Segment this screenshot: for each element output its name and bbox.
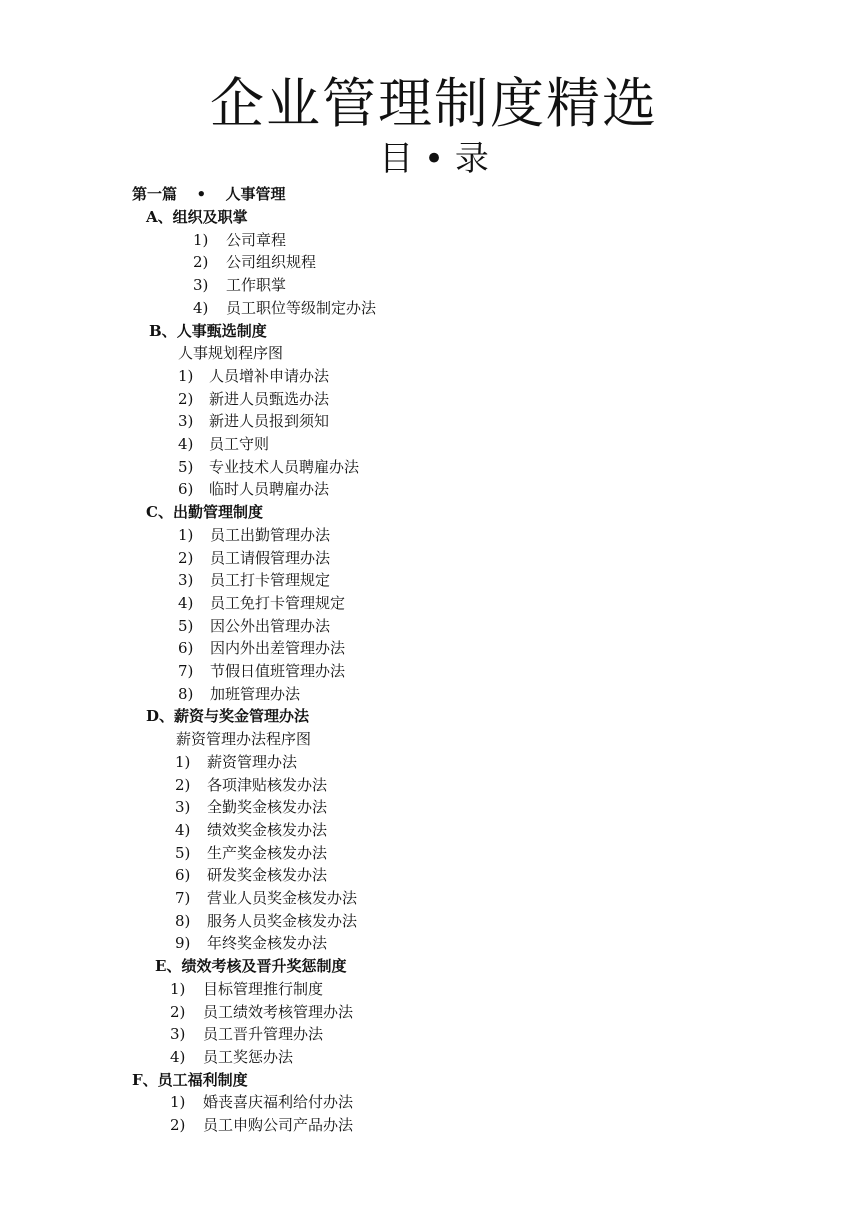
section-heading bbox=[146, 707, 309, 725]
toc-item bbox=[178, 571, 330, 589]
part-label: 第一篇 bbox=[132, 185, 178, 203]
section-note: 人事规划程序图 bbox=[178, 344, 284, 363]
section-letter: E、 bbox=[155, 957, 182, 976]
toc-heading: 目 • 录 bbox=[379, 139, 489, 179]
item-number: 4) bbox=[193, 298, 209, 317]
item-text: 员工申购公司产品办法 bbox=[203, 1116, 354, 1134]
toc-item bbox=[178, 367, 329, 385]
section-title: 绩效考核及晋升奖惩制度 bbox=[181, 957, 347, 976]
section-heading bbox=[132, 1071, 248, 1089]
item-number: 5) bbox=[178, 616, 194, 635]
section-letter: F、 bbox=[132, 1070, 158, 1089]
toc-item bbox=[175, 844, 327, 862]
item-text: 员工请假管理办法 bbox=[210, 548, 331, 567]
item-text: 全勤奖金核发办法 bbox=[207, 798, 328, 817]
item-text: 员工打卡管理规定 bbox=[210, 571, 331, 590]
item-text: 员工奖惩办法 bbox=[203, 1047, 294, 1066]
item-text: 因内外出差管理办法 bbox=[210, 639, 346, 658]
item-number: 6) bbox=[178, 639, 194, 658]
item-text: 加班管理办法 bbox=[210, 684, 301, 703]
item-text: 各项津贴核发办法 bbox=[207, 775, 328, 794]
section-heading bbox=[149, 322, 267, 340]
toc-item bbox=[193, 253, 316, 271]
toc-item bbox=[175, 753, 297, 771]
item-number: 2) bbox=[170, 1116, 186, 1134]
toc-item bbox=[178, 617, 330, 635]
part-bullet: • bbox=[196, 185, 207, 203]
item-number: 2) bbox=[170, 1002, 186, 1021]
item-number: 3) bbox=[178, 412, 194, 431]
section-heading bbox=[146, 503, 263, 521]
toc-item bbox=[170, 1116, 353, 1134]
item-text: 年终奖金核发办法 bbox=[207, 934, 328, 953]
toc-item bbox=[178, 639, 345, 657]
item-number: 9) bbox=[175, 934, 191, 953]
toc-item bbox=[178, 594, 345, 612]
toc-item bbox=[178, 412, 329, 430]
document-title: 企业管理制度精选 bbox=[210, 72, 658, 135]
item-number: 4) bbox=[178, 435, 194, 453]
part-name: 人事管理 bbox=[225, 185, 286, 203]
toc-item bbox=[178, 435, 269, 453]
item-number: 1) bbox=[170, 979, 186, 998]
item-number: 2) bbox=[178, 389, 194, 408]
toc-item bbox=[170, 1048, 293, 1066]
item-text: 绩效奖金核发办法 bbox=[207, 820, 328, 839]
item-text: 研发奖金核发办法 bbox=[207, 866, 328, 885]
item-text: 新进人员甄选办法 bbox=[209, 389, 330, 408]
item-text: 节假日值班管理办法 bbox=[210, 662, 346, 680]
item-number: 3) bbox=[175, 798, 191, 817]
toc-item bbox=[193, 299, 376, 317]
item-number: 2) bbox=[193, 253, 209, 272]
toc-item bbox=[170, 1093, 353, 1111]
toc-item bbox=[170, 980, 323, 998]
toc-item bbox=[175, 934, 327, 952]
item-text: 公司章程 bbox=[226, 230, 287, 249]
section-heading bbox=[155, 957, 346, 975]
toc-item bbox=[175, 821, 327, 839]
item-text: 员工免打卡管理规定 bbox=[210, 593, 346, 612]
item-number: 4) bbox=[170, 1047, 186, 1066]
item-number: 1) bbox=[170, 1093, 186, 1112]
toc-item bbox=[175, 866, 327, 884]
item-number: 3) bbox=[193, 276, 209, 295]
item-text: 员工晋升管理办法 bbox=[203, 1025, 324, 1044]
toc-item bbox=[175, 912, 357, 930]
toc-item bbox=[178, 458, 359, 476]
section-note: 薪资管理办法程序图 bbox=[176, 730, 312, 749]
item-text: 营业人员奖金核发办法 bbox=[207, 889, 358, 907]
item-text: 人员增补申请办法 bbox=[209, 366, 330, 385]
item-text: 专业技术人员聘雇办法 bbox=[209, 457, 360, 476]
item-number: 3) bbox=[178, 571, 194, 590]
item-text: 因公外出管理办法 bbox=[210, 616, 331, 635]
toc-item bbox=[178, 480, 329, 498]
item-text: 公司组织规程 bbox=[226, 253, 317, 272]
toc-item bbox=[178, 526, 330, 544]
section-letter: B、 bbox=[149, 321, 177, 340]
item-number: 4) bbox=[175, 820, 191, 839]
item-number: 5) bbox=[175, 843, 191, 862]
section-title: 出勤管理制度 bbox=[172, 503, 263, 522]
item-number: 2) bbox=[175, 775, 191, 794]
toc-item bbox=[175, 889, 357, 907]
toc-item bbox=[170, 1003, 353, 1021]
item-number: 7) bbox=[175, 889, 191, 907]
item-number: 1) bbox=[175, 752, 191, 771]
item-number: 5) bbox=[178, 457, 194, 476]
section-letter: D、 bbox=[146, 707, 175, 726]
section-heading bbox=[146, 208, 248, 226]
item-text: 员工守则 bbox=[209, 435, 270, 453]
item-text: 新进人员报到须知 bbox=[209, 412, 330, 431]
toc-item bbox=[193, 231, 286, 249]
item-text: 员工职位等级制定办法 bbox=[226, 298, 377, 317]
item-number: 6) bbox=[178, 480, 194, 499]
item-number: 7) bbox=[178, 662, 194, 680]
item-text: 薪资管理办法 bbox=[207, 752, 298, 771]
item-text: 工作职掌 bbox=[226, 276, 287, 295]
item-text: 服务人员奖金核发办法 bbox=[207, 911, 358, 930]
item-text: 目标管理推行制度 bbox=[203, 979, 324, 998]
section-title: 组织及职掌 bbox=[172, 208, 248, 226]
section-letter: C、 bbox=[146, 503, 173, 522]
item-text: 员工绩效考核管理办法 bbox=[203, 1002, 354, 1021]
item-text: 婚丧喜庆福利给付办法 bbox=[203, 1093, 354, 1112]
item-number: 8) bbox=[178, 684, 194, 703]
toc-item bbox=[170, 1025, 323, 1043]
item-number: 1) bbox=[178, 525, 194, 544]
section-title: 人事甄选制度 bbox=[176, 321, 267, 340]
item-text: 员工出勤管理办法 bbox=[210, 525, 331, 544]
toc-item bbox=[175, 798, 327, 816]
item-number: 4) bbox=[178, 593, 194, 612]
toc-item bbox=[178, 685, 300, 703]
toc-item bbox=[178, 390, 329, 408]
section-title: 员工福利制度 bbox=[157, 1070, 248, 1089]
item-number: 8) bbox=[175, 911, 191, 930]
toc-item bbox=[178, 549, 330, 567]
item-number: 1) bbox=[193, 230, 209, 249]
item-text: 临时人员聘雇办法 bbox=[209, 480, 330, 499]
section-letter: A、 bbox=[146, 208, 173, 226]
section-title: 薪资与奖金管理办法 bbox=[174, 707, 310, 726]
item-number: 6) bbox=[175, 866, 191, 885]
item-text: 生产奖金核发办法 bbox=[207, 843, 328, 862]
toc-item bbox=[175, 776, 327, 794]
item-number: 1) bbox=[178, 366, 194, 385]
item-number: 2) bbox=[178, 548, 194, 567]
toc-item bbox=[193, 276, 286, 294]
part-heading bbox=[132, 185, 286, 203]
item-number: 3) bbox=[170, 1025, 186, 1044]
toc-item bbox=[178, 662, 345, 680]
